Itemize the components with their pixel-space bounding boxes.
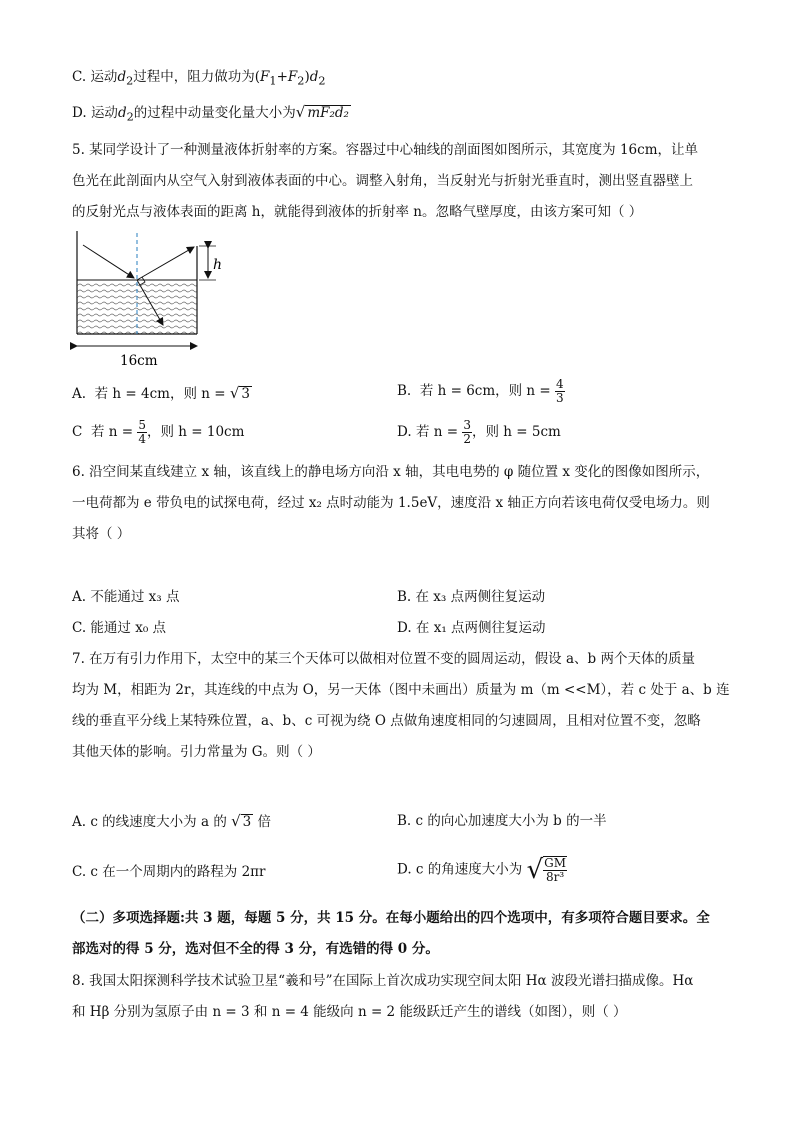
q5-stem-line1: 5. 某同学设计了一种测量液体折射率的方案。容器过中心轴线的剖面图如图所示，其宽度为 16cm，让单 xyxy=(72,142,699,158)
q4-option-d: D. 运动$d_2$的过程中动量变化量大小为√ mF₂d₂ xyxy=(72,103,349,124)
q6-stem-line3: 其将（ ） xyxy=(72,526,131,542)
q6-option-b: B. 在 x₃ 点两侧往复运动 xyxy=(397,589,546,605)
q7-stem-line4: 其他天体的影响。引力常量为 G。则（ ） xyxy=(72,744,321,760)
q6-stem-line1: 6. 沿空间某直线建立 x 轴，该直线上的静电场方向沿 x 轴，其电电势的 φ 随位置 x 变化的图像如图所示， xyxy=(72,464,710,480)
q5-option-a: A. 若 h = 4cm，则 n = √ 3 xyxy=(72,384,251,402)
q7-option-d: D. c 的角速度大小为 √ $\frac{GM}{\text{8r³}}$ xyxy=(397,855,567,885)
q7-stem-line3: 线的垂直平分线上某特殊位置，a、b、c 可视为绕 O 点做角速度相同的匀速圆周，且相对位置不变，忽略 xyxy=(72,713,701,729)
q4-option-c: C. 运动$d_2$过程中，阻力做功为$(F_1+F_2)d_2$ xyxy=(72,69,326,88)
section2-line2: 部选对的得 5 分，选对但不全的得 3 分，有选错的得 0 分。 xyxy=(72,941,439,957)
q7-option-c: C. c 在一个周期内的路程为 2πr xyxy=(72,864,266,880)
q8-stem-line2: 和 Hβ 分别为氢原子由 n = 3 和 n = 4 能级向 n = 2 能级跃迁产生的谱线（如图），则（ ） xyxy=(72,1004,627,1020)
q5-option-c: C 若 n = $\frac{5}{4}$ ，则 h = 10cm xyxy=(72,418,245,446)
q7-stem-line1: 7. 在万有引力作用下，太空中的某三个天体可以做相对位置不变的圆周运动，假设 a、b 两个天体的质量 xyxy=(72,651,695,667)
q7-option-a: A. c 的线速度大小为 a 的 √ 3 倍 xyxy=(72,812,272,830)
section2-line1: （二）多项选择题:共 3 题，每题 5 分，共 15 分。在每小题给出的四个选项中，有多项符合题目要求。全 xyxy=(72,910,710,926)
q5-option-b: B. 若 h = 6cm，则 n = $\frac{4}{3}$ xyxy=(397,377,564,405)
q6-option-d: D. 在 x₁ 点两侧往复运动 xyxy=(397,620,546,636)
q7-stem-line2: 均为 M，相距为 2r，其连线的中点为 O，另一天体（图中未画出）质量为 m（m <<M），若 c 处于 a、b 连 xyxy=(72,682,730,698)
q6-option-a: A. 不能通过 x₃ 点 xyxy=(72,589,180,605)
h-label: h xyxy=(213,257,223,273)
q5-stem-line2: 色光在此剖面内从空气入射到液体表面的中心。调整入射角，当反射光与折射光垂直时，测出竖直器壁上 xyxy=(72,173,693,189)
q5-container-figure xyxy=(70,228,230,370)
width-label: 16cm xyxy=(120,353,158,369)
q7-option-b: B. c 的向心加速度大小为 b 的一半 xyxy=(397,813,607,829)
q6-stem-line2: 一电荷都为 e 带负电的试探电荷，经过 x₂ 点时动能为 1.5eV，速度沿 x 轴正方向若该电荷仅受电场力。则 xyxy=(72,495,710,511)
q8-stem-line1: 8. 我国太阳探测科学技术试验卫星“羲和号”在国际上首次成功实现空间太阳 Hα 波段光谱扫描成像。Hα xyxy=(72,973,694,989)
q6-option-c: C. 能通过 x₀ 点 xyxy=(72,620,167,636)
reflected-ray xyxy=(137,247,194,280)
q5-option-d: D. 若 n = $\frac{3}{2}$ ，则 h = 5cm xyxy=(397,418,561,446)
q5-stem-line3: 的反射光点与液体表面的距离 h，就能得到液体的折射率 n。忽略气壁厚度，由该方案可知（ ） xyxy=(72,204,643,220)
incident-ray xyxy=(83,245,134,278)
